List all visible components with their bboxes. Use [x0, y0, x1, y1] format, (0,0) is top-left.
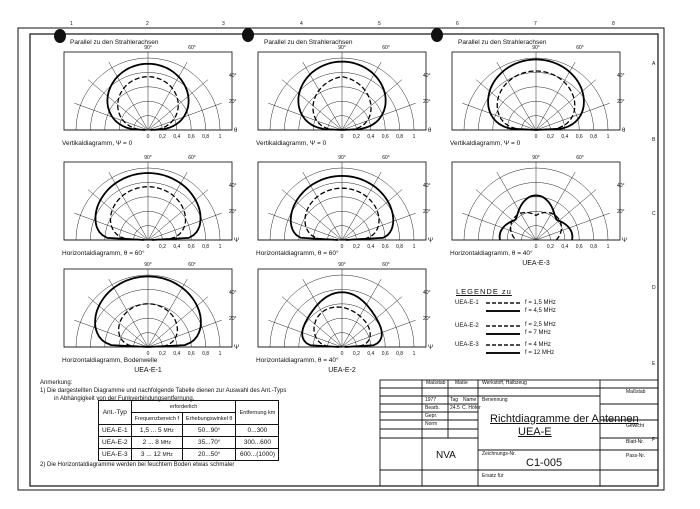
scale-tick-label: 0,4	[561, 134, 569, 140]
grid-row-b: B	[652, 137, 656, 143]
scale-tick-label: 1	[606, 244, 610, 250]
scale-tick-label: 0,2	[158, 244, 166, 250]
scale-tick-label: 0,6	[381, 351, 389, 357]
scale-tick-label: 0,4	[367, 244, 375, 250]
scale-tick-label: 0	[146, 351, 150, 357]
legend-f1-3: f = 4 MHz	[525, 342, 551, 348]
angle-label-20: 20°	[617, 98, 625, 105]
angle-label-60: 60°	[382, 155, 390, 161]
scale-tick-label: 0,2	[158, 351, 166, 357]
notes-line-1: 1) Die dargestellten Diagramme und nachfolgende Tabelle dienen zur Auswahl des Ant.-Typs	[40, 388, 287, 394]
tb-right-sheet: Blatt-Nr.	[626, 439, 645, 445]
grid-row-d: D	[652, 285, 656, 291]
scale-tick-label: 0,2	[546, 244, 554, 250]
scale-tick-label: 0,4	[173, 351, 181, 357]
grid-row-a: A	[652, 61, 656, 67]
plot-top-caption: Parallel zu den Strahlerachsen	[264, 39, 353, 46]
angle-label-90: 90°	[532, 155, 540, 161]
scale-tick-label: 0,6	[381, 244, 389, 250]
grid-col-4: 4	[300, 21, 303, 27]
grid-col-5: 5	[378, 21, 381, 27]
drawing-subtitle: UEA-E	[518, 426, 552, 438]
angle-label-40: 40°	[423, 290, 431, 297]
tb-bearb-date: 24.5	[450, 405, 460, 411]
th-distance: Entfernung km	[236, 401, 279, 425]
angle-label-40: 40°	[423, 183, 431, 190]
angle-label-90: 90°	[338, 45, 346, 51]
notes-line-3: 2) Die Horizontaldiagramme werden bei feuchtem Boden etwas schmaler	[40, 462, 235, 468]
plot-top-caption: Parallel zu den Strahlerachsen	[70, 39, 159, 46]
drawing-number: C1-005	[526, 457, 563, 469]
scale-tick-label: 0,6	[381, 134, 389, 140]
scale-tick-label: 0	[340, 134, 344, 140]
angle-label-20: 20°	[229, 315, 237, 322]
angle-label-40: 40°	[617, 183, 625, 190]
scale-tick-label: 0,2	[352, 244, 360, 250]
legend-type-1: UEA-E-1	[455, 300, 479, 306]
scale-tick-label: 0	[534, 244, 538, 250]
angle-label-20: 20°	[423, 315, 431, 322]
plot-antenna-label: UEA-E-2	[328, 367, 356, 374]
angle-label-90: 90°	[144, 45, 152, 51]
angle-label-40: 40°	[423, 73, 431, 80]
scale-tick-label: 0,8	[396, 134, 404, 140]
grid-col-6: 6	[456, 21, 459, 27]
angle-label-60: 60°	[188, 45, 196, 51]
legend-f2-1: f = 4,5 MHz	[525, 308, 556, 314]
legend-title: LEGENDE zu	[456, 287, 512, 296]
scale-tick-label: 0,4	[173, 134, 181, 140]
grid-row-c: C	[652, 211, 656, 217]
angle-label-90: 90°	[338, 262, 346, 268]
scale-tick-label: 0	[340, 244, 344, 250]
grid-row-e: E	[652, 361, 656, 367]
angle-label-90: 90°	[338, 155, 346, 161]
tb-col-material: Werkstoff, Halbzeug	[482, 380, 527, 386]
angle-symbol: Ψ	[622, 238, 628, 244]
angle-symbol: Ψ	[234, 238, 240, 244]
scale-tick-label: 0,6	[575, 244, 583, 250]
plot-caption: Vertikaldiagramm, Ψ = 0	[256, 140, 327, 147]
plot-caption: Vertikaldiagramm, Ψ = 0	[62, 140, 133, 147]
angle-symbol: θ	[234, 128, 238, 134]
scale-tick-label: 1	[218, 134, 222, 140]
tb-col-scale: Maßstab	[426, 380, 446, 386]
grid-col-2: 2	[146, 21, 149, 27]
scale-tick-label: 0,8	[202, 134, 210, 140]
th-type: Ant.-Typ	[99, 401, 132, 425]
angle-symbol: θ	[428, 128, 432, 134]
angle-label-60: 60°	[576, 45, 584, 51]
grid-col-8: 8	[612, 21, 615, 27]
cell-type: UEA-E-2	[99, 437, 132, 449]
cell-angle: 35...70°	[183, 437, 236, 449]
cell-distance: 600...(1000)	[236, 449, 279, 461]
scale-tick-label: 0,6	[575, 134, 583, 140]
tb-gepr-label: Gepr.	[425, 413, 438, 419]
angle-label-20: 20°	[229, 98, 237, 105]
scale-tick-label: 0,2	[352, 134, 360, 140]
plot-caption: Horizontaldiagramm, θ = 60°	[256, 250, 339, 257]
legend-type-2: UEA-E-2	[455, 323, 479, 329]
tb-benennung-label: Benennung	[482, 397, 508, 403]
angle-label-60: 60°	[188, 262, 196, 268]
angle-label-60: 60°	[382, 262, 390, 268]
tb-name-label: Name	[463, 397, 477, 403]
angle-label-20: 20°	[229, 208, 237, 215]
scale-tick-label: 0,6	[187, 134, 195, 140]
cell-frequency: 3 ... 12 MHz	[131, 449, 182, 461]
notes-heading: Anmerkung:	[40, 380, 73, 386]
scale-tick-label: 1	[218, 351, 222, 357]
plot-caption: Vertikaldiagramm, Ψ = 0	[450, 140, 521, 147]
scale-tick-label: 0,4	[367, 351, 375, 357]
th-required: erforderlich	[131, 401, 236, 413]
scale-tick-label: 1	[412, 351, 416, 357]
angle-label-40: 40°	[229, 290, 237, 297]
plot-caption: Horizontaldiagramm, θ = 40°	[256, 357, 339, 364]
tb-bearb-name: C. Höfer	[462, 405, 481, 411]
angle-symbol: Ψ	[428, 345, 434, 351]
cell-distance: 300...600	[236, 437, 279, 449]
tb-norm-label: Norm	[425, 421, 438, 427]
plot-caption: Horizontaldiagramm, Bodenwelle	[62, 357, 158, 364]
legend-f1-2: f = 2,5 MHz	[525, 322, 556, 328]
tb-right-scale: Maßstab	[626, 389, 646, 395]
angle-symbol: Ψ	[428, 238, 434, 244]
angle-symbol: Ψ	[234, 345, 240, 351]
tb-bearb-label: Bearb.	[425, 405, 440, 411]
cell-type: UEA-E-1	[99, 425, 132, 437]
scale-tick-label: 1	[606, 134, 610, 140]
angle-label-60: 60°	[188, 155, 196, 161]
scale-tick-label: 1	[218, 244, 222, 250]
cell-frequency: 2 ... 8 MHz	[131, 437, 182, 449]
scale-tick-label: 0,2	[352, 351, 360, 357]
angle-label-90: 90°	[144, 262, 152, 268]
legend-type-3: UEA-E-3	[455, 342, 479, 348]
plot-top-caption: Parallel zu den Strahlerachsen	[458, 39, 547, 46]
cell-angle: 50...90°	[183, 425, 236, 437]
scale-tick-label: 0,8	[590, 244, 598, 250]
scale-tick-label: 0	[146, 244, 150, 250]
legend-f2-3: f = 12 MHz	[525, 350, 555, 356]
tb-year: 1977	[425, 397, 437, 403]
scale-tick-label: 0,6	[187, 244, 195, 250]
angle-label-40: 40°	[229, 73, 237, 80]
angle-label-90: 90°	[532, 45, 540, 51]
tb-right-weight: Gewicht	[626, 423, 645, 429]
scale-tick-label: 0,4	[173, 244, 181, 250]
legend-f2-2: f = 7 MHz	[525, 330, 551, 336]
scale-tick-label: 0	[534, 134, 538, 140]
scale-tick-label: 0,6	[187, 351, 195, 357]
scale-tick-label: 0,8	[202, 244, 210, 250]
angle-label-40: 40°	[229, 183, 237, 190]
th-angle: Erhebungswinkel θ	[183, 413, 236, 425]
scale-tick-label: 1	[412, 244, 416, 250]
scale-tick-label: 0,8	[202, 351, 210, 357]
angle-symbol: θ	[622, 128, 626, 134]
legend-f1-1: f = 1,5 MHz	[525, 300, 556, 306]
plot-antenna-label: UEA-E-1	[134, 367, 162, 374]
angle-label-90: 90°	[144, 155, 152, 161]
angle-label-60: 60°	[576, 155, 584, 161]
scale-tick-label: 0,8	[396, 244, 404, 250]
angle-label-20: 20°	[423, 208, 431, 215]
cell-angle: 20...50°	[183, 449, 236, 461]
tb-right-pass: Pass-Nr.	[626, 453, 646, 459]
plot-caption: Horizontaldiagramm, θ = 60°	[62, 250, 145, 257]
scale-tick-label: 0,8	[590, 134, 598, 140]
scale-tick-label: 0	[146, 134, 150, 140]
scale-tick-label: 0,4	[367, 134, 375, 140]
grid-col-3: 3	[222, 21, 225, 27]
drawing-title: Richtdiagramme der Antennen	[490, 413, 639, 425]
grid-row-f: F	[652, 437, 656, 443]
angle-label-40: 40°	[617, 73, 625, 80]
scale-tick-label: 0,2	[158, 134, 166, 140]
company-name: NVA	[436, 450, 456, 461]
notes-line-2: in Abhängigkeit von der Funkverbindungsentfernung.	[54, 396, 195, 402]
grid-col-1: 1	[70, 21, 73, 27]
plot-antenna-label: UEA-E-3	[522, 260, 550, 267]
tb-day-label: Tag	[450, 397, 459, 403]
scale-tick-label: 0,8	[396, 351, 404, 357]
cell-distance: 0...300	[236, 425, 279, 437]
tb-zeichnung-label: Zeichnungs-Nr.	[482, 451, 516, 457]
tb-ersatz-label: Ersatz für	[482, 473, 504, 479]
angle-label-20: 20°	[617, 208, 625, 215]
angle-label-60: 60°	[382, 45, 390, 51]
grid-col-7: 7	[534, 21, 537, 27]
angle-label-20: 20°	[423, 98, 431, 105]
scale-tick-label: 0,2	[546, 134, 554, 140]
scale-tick-label: 0,4	[561, 244, 569, 250]
cell-type: UEA-E-3	[99, 449, 132, 461]
scale-tick-label: 1	[412, 134, 416, 140]
scale-tick-label: 0	[340, 351, 344, 357]
plot-caption: Horizontaldiagramm, θ = 40°	[450, 250, 533, 257]
tb-col-size: Maße	[455, 380, 468, 386]
th-frequency: Frequenzbereich f	[131, 413, 182, 425]
cell-frequency: 1,5 ... 5 MHz	[131, 425, 182, 437]
